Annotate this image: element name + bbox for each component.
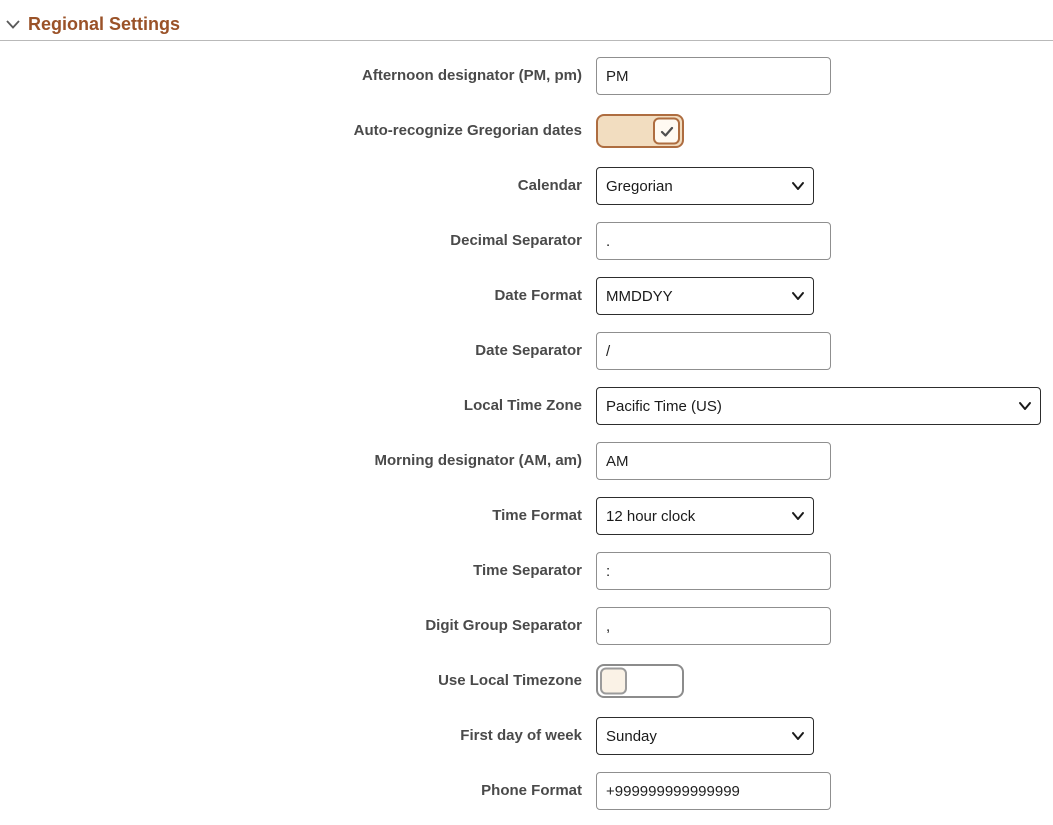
date-format-label: Date Format bbox=[494, 287, 582, 304]
date-separator-label: Date Separator bbox=[475, 342, 582, 359]
field-row-first-day-of-week bbox=[0, 717, 1053, 755]
field-row-morning-designator bbox=[0, 442, 1053, 480]
calendar-label: Calendar bbox=[517, 177, 582, 194]
local-time-zone-select[interactable] bbox=[596, 387, 1041, 425]
toggle-knob bbox=[653, 118, 680, 145]
field-row-local-time-zone bbox=[0, 387, 1053, 425]
field-row-afternoon-designator bbox=[0, 57, 1053, 95]
morning-designator-label: Morning designator (AM, am) bbox=[374, 452, 582, 469]
time-separator-input[interactable] bbox=[596, 552, 831, 590]
field-row-calendar bbox=[0, 167, 1053, 205]
field-row-digit-group-separator bbox=[0, 607, 1053, 645]
section-header-regional-settings[interactable] bbox=[0, 0, 1053, 41]
use-local-timezone-toggle[interactable] bbox=[596, 664, 684, 698]
calendar-select[interactable] bbox=[596, 167, 814, 205]
toggle-knob bbox=[600, 668, 627, 695]
regional-settings-form bbox=[0, 57, 1053, 810]
time-format-label: Time Format bbox=[492, 507, 582, 524]
morning-designator-input[interactable] bbox=[596, 442, 831, 480]
digit-group-separator-input[interactable] bbox=[596, 607, 831, 645]
time-separator-label: Time Separator bbox=[473, 562, 582, 579]
time-format-select[interactable] bbox=[596, 497, 814, 535]
afternoon-designator-label: Afternoon designator (PM, pm) bbox=[362, 67, 582, 84]
chevron-down-icon bbox=[5, 18, 21, 30]
field-row-date-format bbox=[0, 277, 1053, 315]
local-time-zone-label: Local Time Zone bbox=[463, 397, 582, 414]
field-row-time-format bbox=[0, 497, 1053, 535]
section-title: Regional Settings bbox=[28, 14, 181, 34]
phone-format-label: Phone Format bbox=[481, 782, 582, 799]
check-icon bbox=[659, 124, 675, 138]
phone-format-input[interactable] bbox=[596, 772, 831, 810]
field-row-phone-format bbox=[0, 772, 1053, 810]
field-row-use-local-timezone bbox=[0, 662, 1053, 700]
auto-recognize-gregorian-dates-label: Auto-recognize Gregorian dates bbox=[353, 122, 582, 139]
field-row-date-separator bbox=[0, 332, 1053, 370]
afternoon-designator-input[interactable] bbox=[596, 57, 831, 95]
field-row-auto-recognize-gregorian-dates bbox=[0, 112, 1053, 150]
field-row-decimal-separator bbox=[0, 222, 1053, 260]
auto-recognize-gregorian-dates-toggle[interactable] bbox=[596, 114, 684, 148]
field-row-time-separator bbox=[0, 552, 1053, 590]
date-format-select[interactable] bbox=[596, 277, 814, 315]
first-day-of-week-select[interactable] bbox=[596, 717, 814, 755]
digit-group-separator-label: Digit Group Separator bbox=[425, 617, 582, 634]
decimal-separator-input[interactable] bbox=[596, 222, 831, 260]
first-day-of-week-label: First day of week bbox=[460, 727, 582, 744]
date-separator-input[interactable] bbox=[596, 332, 831, 370]
decimal-separator-label: Decimal Separator bbox=[450, 232, 582, 249]
use-local-timezone-label: Use Local Timezone bbox=[438, 672, 582, 689]
